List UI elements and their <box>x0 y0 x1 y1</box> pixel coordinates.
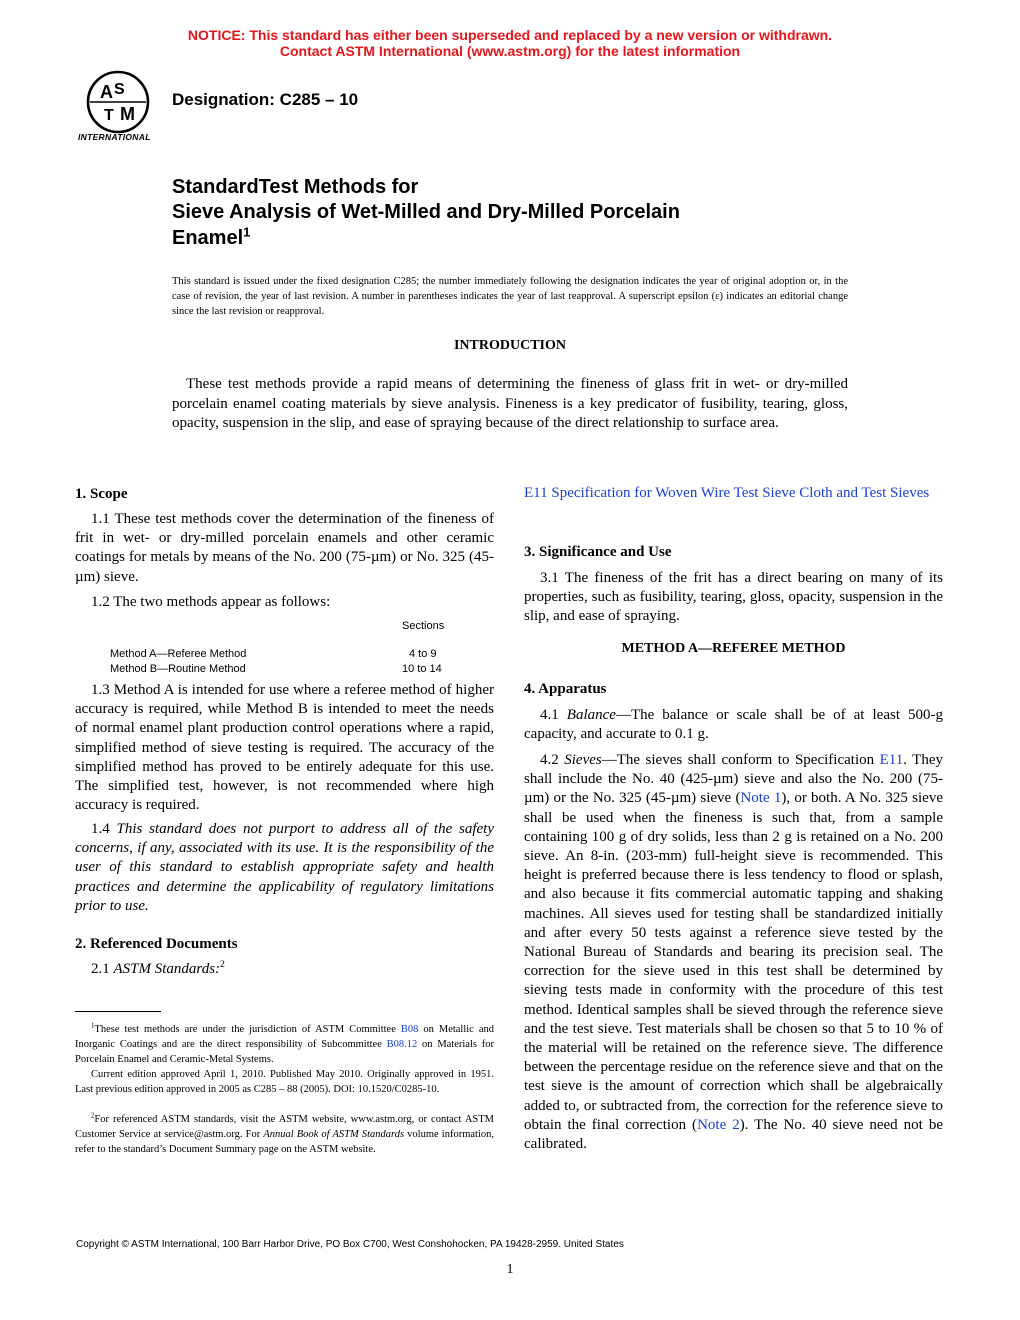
scope-1-4-num: 1.4 <box>91 821 117 837</box>
footnote-2-part-a: For referenced ASTM standards, visit the ASTM website, www.astm.org, or contact ASTM Customer Service at service@astm.org. For <box>75 1114 494 1140</box>
scope-1-3-text: 1.3 Method A is intended for use where a referee method of higher accuracy is required, while Method B is intended to meet the needs of normal enamel plant production control operations where a rapid, simplified method of sieve testing is required. The accuracy of the simplified method has proved to be entirely adequate for this use. The simplified test, however, is not recommended where high accuracy is required. <box>75 682 494 814</box>
scope-1-2-text: 1.2 The two methods appear as follows: <box>91 594 331 610</box>
apparatus-4-2 <box>524 751 943 1154</box>
apparatus-heading <box>524 680 943 699</box>
title-line-3 <box>172 225 250 251</box>
significance-heading-text: 3. Significance and Use <box>524 544 672 560</box>
astm-logo <box>74 70 164 146</box>
apparatus-4-2-part-c: ), or both. A No. 325 sieve shall be used when the fineness is such that, from a sample containing 100 g of dry solids, less than 2 g is retained on a No. 200 sieve. An 8-in. (203-mm) full-height sieve is recommended. This height is preferred because there is less tendency to flood or splash, and also because it fits commercial automatic tapping and shaking machines. All sieves used for testing shall be standardized initially and after every 50 tests against a reference sieve tested by the National Bureau of Standards and bearing its precision seal. The correction for the sieve used in this test shall be determined by sieving tests made in conformity with the procedure of this test method. Identical samples shall be sieved through the reference sieve and the test sieve. Test materials shall be chosen so that 5 to 10 % of the material will be retained on the reference sieve. The difference between the percentage residue on the reference sieve and that on the test sieve is the amount of correction which shall be algebraically added to, or subtracted from, the correction for the reference sieve to obtain the final correction ( <box>524 790 943 1133</box>
apparatus-4-2-part-b: . They shall include the No. 40 (425-µm) sieve and also the No. 200 (75-µm) or the No. 325 (45-µm) sieve ( <box>524 752 943 807</box>
notice-line-2: Contact ASTM International (www.astm.org) for the latest information <box>279 43 741 59</box>
scope-1-3 <box>75 681 494 815</box>
introduction-heading: INTRODUCTION <box>453 338 566 353</box>
footnote-1-mark: 1 <box>91 1022 95 1030</box>
method-a-heading: METHOD A—REFEREE METHOD <box>621 641 846 656</box>
designation: Designation: C285 – 10 <box>172 90 359 109</box>
scope-1-2 <box>75 593 494 612</box>
apparatus-4-1-num: 4.1 <box>540 707 567 723</box>
svg-text:S: S <box>114 81 125 98</box>
refdocs-heading-text: 2. Referenced Documents <box>75 936 238 952</box>
committee-b08-link[interactable]: B08 <box>400 1024 419 1035</box>
notice-line-1: NOTICE: This standard has either been superseded and replaced by a new version or withdrawn. <box>187 27 833 43</box>
footnote-2-part-b: volume information, refer to the standard’s Document Summary page on the ASTM website. <box>75 1129 494 1155</box>
svg-text:A: A <box>100 82 113 102</box>
scope-heading-text: 1. Scope <box>75 486 128 502</box>
title-footnote-mark: 1 <box>243 224 251 240</box>
copyright-footer: Copyright © ASTM International, 100 Barr Harbor Drive, PO Box C700, West Conshohocken, PA 19428-2959. United States <box>76 1239 624 1250</box>
footnote-2-mark: 2 <box>91 1112 95 1120</box>
subcommittee-b08-12-link[interactable]: B08.12 <box>386 1039 418 1050</box>
method-a-sections: 4 to 9 <box>409 648 437 660</box>
e11-title-link[interactable]: Specification for Woven Wire Test Sieve Cloth and Test Sieves <box>551 485 930 501</box>
balance-term: Balance <box>566 707 616 723</box>
title-enamel: Enamel <box>172 227 244 249</box>
apparatus-4-1-text: —The balance or scale shall be of at least 500-g capacity, and accurate to 0.1 g. <box>524 707 944 743</box>
logo-text: INTERNATIONAL <box>78 132 151 142</box>
sections-header: Sections <box>402 620 445 632</box>
method-b-label: Method B—Routine Method <box>110 663 246 675</box>
footnote-1-part-b: on Metallic and Inorganic Coatings and are the direct responsibility of Subcommittee <box>75 1024 494 1050</box>
method-a-label: Method A—Referee Method <box>110 648 247 660</box>
note-2-link[interactable]: Note 2 <box>697 1116 740 1133</box>
scope-1-4-text: This standard does not purport to address all of the safety concerns, if any, associated with its use. It is the responsibility of the user of this standard to establish appropriate safety and health practices and determine the applicability of regulatory limitations prior to use. <box>75 821 495 914</box>
scope-1-1 <box>75 510 494 587</box>
footnote-2-italic: Annual Book of ASTM Standards <box>263 1129 405 1140</box>
e11-spec-link[interactable]: E11 <box>879 752 904 768</box>
footnote-2 <box>75 1112 494 1157</box>
introduction-text: These test methods provide a rapid means of determining the fineness of glass frit in wet- or dry-milled porcelain enamel coating materials by sieve analysis. Fineness is a key predicator of fusibility, tearing, gloss, opacity, suspension in the slip, and ease of spraying because of the direct relationship to surface area. <box>172 376 848 431</box>
footnote-1-part-c: on Materials for Porcelain Enamel and Ceramic-Metal Systems. <box>75 1039 494 1065</box>
footnote-1 <box>75 1022 494 1097</box>
apparatus-4-2-part-a: —The sieves shall conform to Specification <box>601 752 880 768</box>
refdocs-2-1 <box>75 960 494 979</box>
significance-3-1 <box>524 569 943 627</box>
footnote-1-edition: Current edition approved April 1, 2010. Published May 2010. Originally approved in 1951. Last previous edition approved in 2005 as C285 – 88 (2005). DOI: 10.1520/C0285-10. <box>75 1069 494 1095</box>
svg-text:M: M <box>120 104 135 124</box>
significance-3-1-text: 3.1 The fineness of the frit has a direct bearing on many of its properties, such as fusibility, tearing, gloss, opacity, suspension in the slip, and ease of spraying. <box>524 570 943 625</box>
scope-1-4 <box>75 820 494 916</box>
title-line-1: StandardTest Methods for <box>172 176 419 198</box>
footnote-rule <box>75 1011 161 1012</box>
apparatus-4-2-num: 4.2 <box>540 752 565 768</box>
method-b-sections: 10 to 14 <box>402 663 442 675</box>
title-line-2: Sieve Analysis of Wet-Milled and Dry-Milled Porcelain <box>172 201 680 223</box>
apparatus-4-2-part-d: ). The No. 40 sieve need not be calibrated. <box>524 1116 943 1153</box>
scope-heading <box>75 485 494 504</box>
apparatus-heading-text: 4. Apparatus <box>524 681 607 697</box>
scope-1-1-text: 1.1 These test methods cover the determination of the fineness of frit in wet- or dry-milled porcelain enamels and other ceramic coatings for metals by means of the No. 200 (75-µm) or No. 325 (45-µm) sieve. <box>75 511 494 585</box>
refdocs-heading <box>75 935 494 954</box>
apparatus-4-1 <box>524 706 943 744</box>
footnote-1-part-a: These test methods are under the jurisdiction of ASTM Committee <box>94 1024 401 1035</box>
sieves-term: Sieves <box>564 752 602 768</box>
e11-link[interactable]: E11 <box>524 485 548 501</box>
refdocs-footnote-mark: 2 <box>220 959 225 970</box>
note-1-link[interactable]: Note 1 <box>740 790 782 807</box>
refdocs-2-1-text: ASTM Standards: <box>113 961 221 977</box>
issued-note: This standard is issued under the fixed designation C285; the number immediately following the designation indicates the year of original adoption or, in the case of revision, the year of last revision. A number in parentheses indicates the year of last reapproval. A superscript epsilon (ε) indicates an editorial change since the last revision or reapproval. <box>172 276 848 317</box>
significance-heading <box>524 543 943 562</box>
page-number: 1 <box>506 1262 514 1277</box>
e11-reference <box>524 484 943 503</box>
refdocs-2-1-num: 2.1 <box>91 961 114 977</box>
svg-text:T: T <box>104 107 114 124</box>
